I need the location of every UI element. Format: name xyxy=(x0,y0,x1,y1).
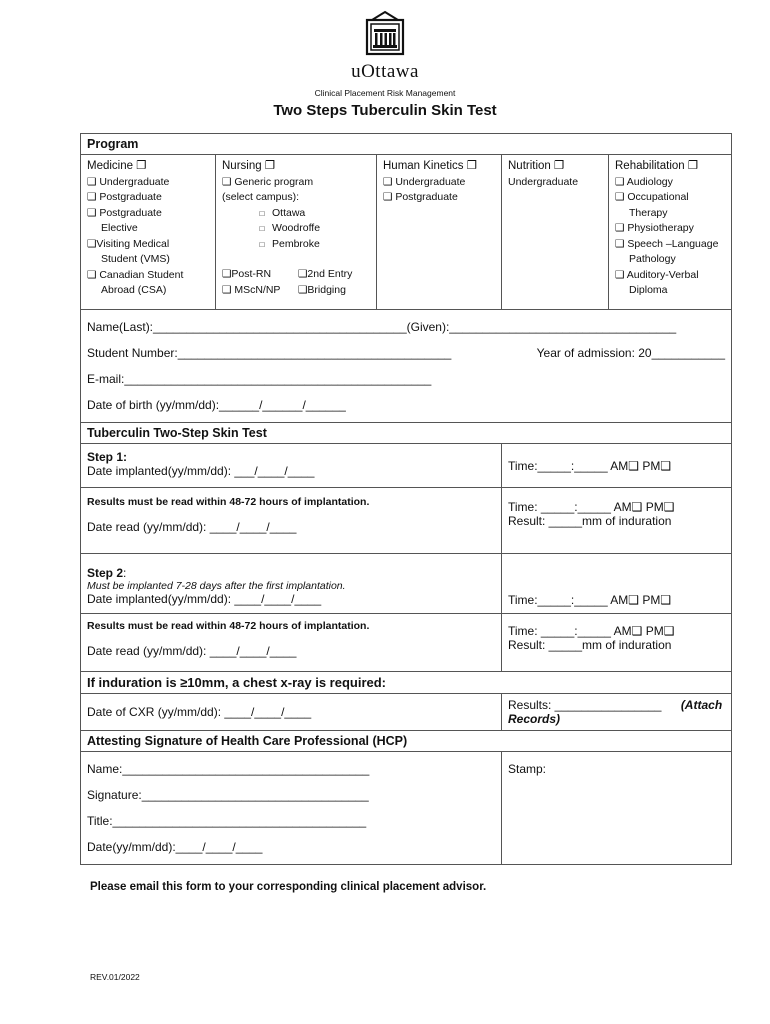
step1-time-field[interactable]: Time:_____:_____ AM❑ PM❑ xyxy=(508,458,672,473)
medicine-checkbox[interactable]: Medicine ❐ xyxy=(87,160,147,172)
step2-colon: : xyxy=(123,566,127,580)
stamp-area[interactable] xyxy=(502,752,732,865)
campus-woodroffe[interactable]: □ Woodroffe xyxy=(259,222,321,234)
step1-result-field[interactable]: Result: _____mm of induration xyxy=(508,514,672,528)
program-rehabilitation xyxy=(609,155,732,310)
step1-label: Step 1: xyxy=(87,450,128,464)
page-title: Two Steps Tuberculin Skin Test xyxy=(273,102,497,119)
step1-date-implanted[interactable]: Date implanted(yy/mm/dd): ___/____/____ xyxy=(87,464,315,478)
cxr-results-cell xyxy=(502,694,732,731)
medicine-postgraduate-elective[interactable]: ❑ Postgraduate xyxy=(87,206,162,219)
campus-ottawa[interactable]: □ Ottawa xyxy=(259,206,306,219)
tst-heading: Tuberculin Two-Step Skin Test xyxy=(81,423,732,444)
step2-date-implanted[interactable]: Date implanted(yy/mm/dd): ____/____/____ xyxy=(87,592,322,606)
hcp-date-field[interactable]: Date(yy/mm/dd):____/____/____ xyxy=(87,840,263,854)
nursing-generic[interactable]: ❑ Generic program xyxy=(222,175,314,188)
step1-read-cell xyxy=(81,488,502,554)
program-human-kinetics xyxy=(377,155,502,310)
cxr-date-cell xyxy=(81,694,502,731)
cxr-date-field[interactable]: Date of CXR (yy/mm/dd): ____/____/____ xyxy=(87,705,312,719)
nursing-campus-label: (select campus): xyxy=(222,191,300,203)
step2-time-field[interactable]: Time:_____:_____ AM❑ PM❑ xyxy=(508,593,672,607)
step2-result-field[interactable]: Result: _____mm of induration xyxy=(508,638,672,652)
human-kinetics-checkbox[interactable]: Human Kinetics ❐ xyxy=(383,160,478,172)
program-nutrition xyxy=(502,155,609,310)
hcp-fields xyxy=(81,752,502,865)
step1-time-cell xyxy=(502,444,732,488)
hcp-name-field[interactable]: Name:_____________________________________ xyxy=(87,762,370,776)
step2-read-cell xyxy=(81,614,502,672)
step2-date-read[interactable]: Date read (yy/mm/dd): ____/____/____ xyxy=(87,644,297,658)
step2-result-cell xyxy=(502,614,732,672)
revision-label: REV.01/2022 xyxy=(90,972,140,982)
attach-records-note: (Attach Records) xyxy=(508,698,723,726)
tb-form-table xyxy=(80,133,732,865)
step2-read-time-field[interactable]: Time: _____:_____ AM❑ PM❑ xyxy=(508,624,675,638)
rehab-ot-label: Therapy xyxy=(629,206,668,219)
hk-postgraduate[interactable]: ❑ Postgraduate xyxy=(383,191,458,203)
hcp-title-field[interactable]: Title:______________________________________ xyxy=(87,814,367,828)
student-number-field[interactable]: Student Number:_________________________________________ xyxy=(87,346,452,360)
nutrition-checkbox[interactable]: Nutrition ❐ xyxy=(508,160,565,172)
uottawa-logo-icon xyxy=(362,10,408,58)
medicine-undergraduate[interactable]: ❑ Undergraduate xyxy=(87,175,170,188)
hcp-heading: Attesting Signature of Health Care Professional (HCP) xyxy=(81,731,732,752)
hk-undergraduate[interactable]: ❑ Undergraduate xyxy=(383,175,466,188)
step2-note: Must be implanted 7-28 days after the first implantation. xyxy=(87,580,346,592)
dob-field[interactable]: Date of birth (yy/mm/dd):______/______/______ xyxy=(87,398,346,412)
nursing-mscn-np[interactable]: ❑ MScN/NP xyxy=(222,283,281,296)
page-subtitle: Clinical Placement Risk Management xyxy=(314,88,456,98)
medicine-csa[interactable]: ❑ Canadian Student xyxy=(87,268,184,281)
step2-label: Step 2 xyxy=(87,566,124,580)
campus-pembroke-label: Pembroke xyxy=(272,237,320,250)
program-nursing xyxy=(216,155,377,310)
brand-name: uOttawa xyxy=(351,61,419,82)
step2-time-cell xyxy=(502,554,732,614)
medicine-postgraduate[interactable]: ❑ Postgraduate xyxy=(87,191,162,203)
hcp-signature-field[interactable]: Signature:__________________________________ xyxy=(87,788,369,802)
email-instruction: Please email this form to your corresponding clinical placement advisor. xyxy=(90,881,487,893)
rehab-slp-label: Pathology xyxy=(629,253,676,265)
step1-implant-cell xyxy=(81,444,502,488)
student-info xyxy=(81,310,732,423)
step1-read-time-field[interactable]: Time: _____:_____ AM❑ PM❑ xyxy=(508,500,675,514)
rehab-auditory-verbal[interactable]: ❑ Auditory-Verbal xyxy=(615,268,699,281)
rehabilitation-checkbox[interactable]: Rehabilitation ❐ xyxy=(615,160,699,172)
name-field[interactable]: Name(Last):______________________________________(Given):__________________________________ xyxy=(87,320,677,334)
campus-ottawa-label: Ottawa xyxy=(272,206,306,219)
rehab-av-label: Diploma xyxy=(629,284,668,296)
medicine-vms-label: Student (VMS) xyxy=(101,253,170,265)
step2-implant-cell xyxy=(81,554,502,614)
nursing-checkbox[interactable]: Nursing ❐ xyxy=(222,160,276,172)
nursing-post-rn[interactable]: ❑Post-RN xyxy=(222,268,272,280)
step1-date-read[interactable]: Date read (yy/mm/dd): ____/____/____ xyxy=(87,520,297,534)
campus-woodroffe-label: Woodroffe xyxy=(272,222,321,234)
rehab-audiology[interactable]: ❑ Audiology xyxy=(615,175,673,188)
medicine-csa-label: Abroad (CSA) xyxy=(101,284,167,296)
cxr-heading: If induration is ≥10mm, a chest x-ray is required: xyxy=(81,672,732,694)
program-heading: Program xyxy=(81,134,732,155)
rehab-occupational-therapy[interactable]: ❑ Occupational xyxy=(615,191,689,203)
program-medicine xyxy=(81,155,216,310)
year-admission-field[interactable]: Year of admission: 20___________ xyxy=(536,346,725,360)
campus-pembroke[interactable]: □ Pembroke xyxy=(259,237,320,250)
rehab-physiotherapy[interactable]: ❑ Physiotherapy xyxy=(615,222,694,234)
nursing-bridging[interactable]: ❑Bridging xyxy=(298,283,346,296)
step1-read-note: Results must be read within 48-72 hours of implantation. xyxy=(87,496,370,508)
nursing-2nd-entry[interactable]: ❑2nd Entry xyxy=(298,268,353,280)
nutrition-undergraduate: Undergraduate xyxy=(508,175,579,188)
step1-result-cell xyxy=(502,488,732,554)
stamp-label: Stamp: xyxy=(508,762,547,776)
rehab-speech-language[interactable]: ❑ Speech –Language xyxy=(615,237,719,250)
step2-read-note: Results must be read within 48-72 hours of implantation. xyxy=(87,620,370,632)
cxr-results-field[interactable]: Results: ________________ xyxy=(508,698,662,712)
medicine-elective-label: Elective xyxy=(101,222,138,234)
medicine-vms[interactable]: ❑Visiting Medical xyxy=(87,237,170,250)
email-field[interactable]: E-mail:______________________________________________ xyxy=(87,372,432,386)
